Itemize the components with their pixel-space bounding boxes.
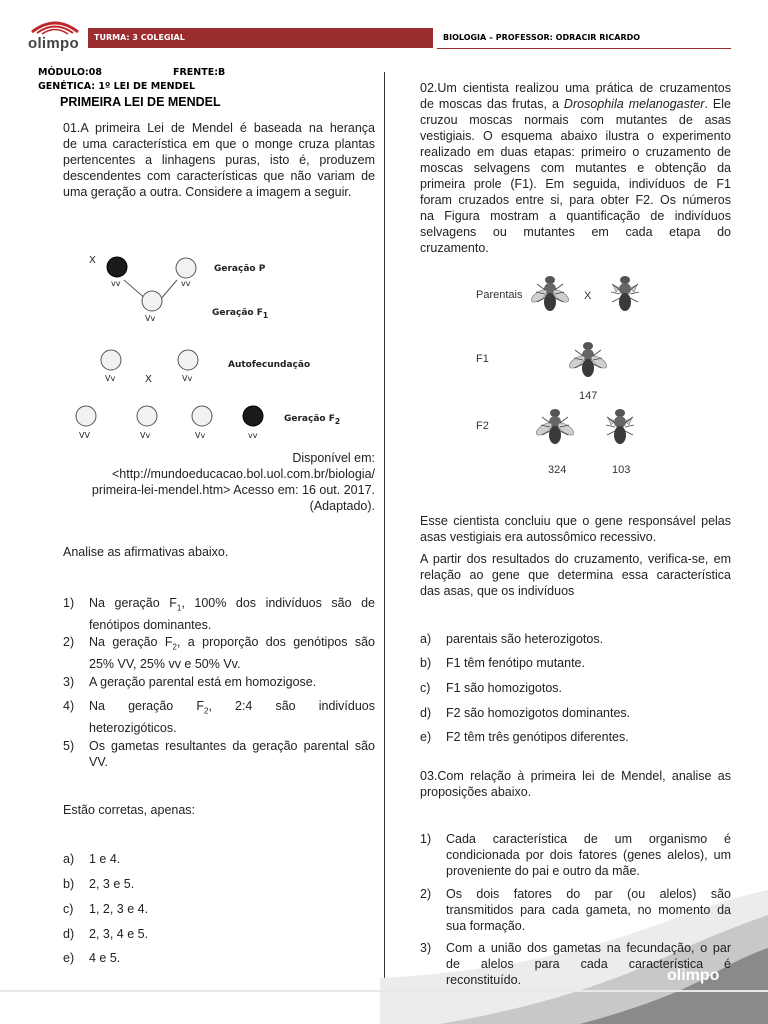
q1-option-d xyxy=(63,926,263,944)
f2-circle-2 xyxy=(137,406,157,426)
q2-line xyxy=(420,96,731,112)
species-name: Drosophila melanogaster xyxy=(563,97,705,111)
q2-option-e xyxy=(420,729,720,747)
statement-sub: 1 xyxy=(176,603,182,613)
q2-question-line: relação ao gene que determina essa característica xyxy=(420,568,731,582)
q2-option-d xyxy=(420,705,720,723)
statement-text: , a proporção dos genótipos são xyxy=(176,635,375,649)
label-parentais: Parentais xyxy=(476,289,523,301)
q2-line: cruzamento. xyxy=(420,241,489,255)
statement-number: 5) xyxy=(63,739,75,753)
q1-option-c xyxy=(63,901,263,919)
statement-text: Na geração F xyxy=(89,699,204,713)
count-f2-vestigial: 103 xyxy=(612,464,631,476)
option-text: 1 e 4. xyxy=(89,852,121,866)
statement-number: 2) xyxy=(63,635,75,649)
label-f2-VV: VV xyxy=(79,431,90,440)
fly-cross-figure xyxy=(470,270,670,480)
statement-sub: 2 xyxy=(203,706,209,716)
selfing-cross-symbol: X xyxy=(145,374,152,385)
q1-line: pertencentes a linhagens puras, isto é, produzem xyxy=(63,153,375,167)
q2-line: selvagens ou mutantes em cada etapa do xyxy=(420,225,731,239)
statement-text: Na geração F xyxy=(89,635,173,649)
source-line: <http://mundoeducacao.bol.uol.com.br/biologia/ xyxy=(111,467,375,481)
statement-line xyxy=(89,634,375,656)
statement-line xyxy=(89,595,375,617)
q1-statement-2 xyxy=(63,634,375,671)
proposition-line: Os dois fatores do par (ou alelos) são xyxy=(446,887,731,901)
q2-line: moscas selvagens com mutantes e obtenção da xyxy=(420,161,731,175)
label-geracao-f1 xyxy=(212,308,268,320)
q1-statement-5 xyxy=(63,738,375,772)
f2-circle-1 xyxy=(76,406,96,426)
count-f1: 147 xyxy=(579,390,598,402)
label-f1-genotype: Vv xyxy=(145,314,156,323)
q2-question xyxy=(420,551,731,599)
statement-number: 3) xyxy=(63,675,75,689)
q2-intro xyxy=(420,80,731,256)
q3-line: proposições abaixo. xyxy=(420,785,532,799)
selfing-circle-right xyxy=(178,350,198,370)
statement-text: , 2:4 são indivíduos xyxy=(208,699,376,713)
parent-cross-symbol: X xyxy=(89,255,96,266)
q2-line: realizado em duas etapas: primeiro o cruzamento de xyxy=(420,145,731,159)
label-f2-Vv-2: Vv xyxy=(195,431,206,440)
option-text: F2 têm três genótipos diferentes. xyxy=(446,730,629,744)
topic-label: GENÉTICA: 1º LEI DE MENDEL xyxy=(38,81,196,92)
option-letter: a) xyxy=(63,852,75,866)
q2-conclusion-line: asas vestigiais era autossômico recessivo. xyxy=(420,530,657,544)
proposition-number: 2) xyxy=(420,887,432,901)
q1-question: Estão corretas, apenas: xyxy=(63,803,196,817)
f2-circle-3 xyxy=(192,406,212,426)
option-letter: b) xyxy=(420,656,432,670)
option-text: parentais são heterozigotos. xyxy=(446,632,604,646)
label-geracao-p: Geração P xyxy=(214,264,266,274)
f1-fly-normal xyxy=(567,342,608,377)
q1-statement-3 xyxy=(63,674,375,692)
q3-line: 03.Com relação à primeira lei de Mendel, analise as xyxy=(420,769,731,783)
footer-line xyxy=(0,990,768,992)
statement-line: Os gametas resultantes da geração parental são xyxy=(89,739,375,753)
source-line: Disponível em: xyxy=(292,451,375,465)
olimpo-logo-mark xyxy=(28,18,82,36)
q2-conclusion-line: Esse cientista concluiu que o gene responsável pelas xyxy=(420,514,731,528)
q1-statement-1 xyxy=(63,595,376,632)
f1-label-sub: 1 xyxy=(262,310,269,320)
label-autofecundacao: Autofecundação xyxy=(228,360,311,370)
option-text: 4 e 5. xyxy=(89,951,121,965)
statement-text: , 100% dos indivíduos são de xyxy=(181,596,376,610)
q1-line: 01.A primeira Lei de Mendel é baseada na herança xyxy=(63,121,375,135)
source-line: primeira-lei-mendel.htm> Acesso em: 16 out. 2017. xyxy=(91,483,375,497)
label-vv-parent: vv xyxy=(111,279,121,288)
label-selfing-left: Vv xyxy=(105,374,116,383)
statement-line xyxy=(89,698,375,720)
count-f2-normal: 324 xyxy=(548,464,567,476)
proposition-number: 3) xyxy=(420,941,432,955)
q2-line: cruzou moscas normais com mutantes de asas xyxy=(420,113,731,127)
option-letter: d) xyxy=(63,927,75,941)
q2-line: foram cruzados entre si, para obter F2. Os números xyxy=(420,193,731,207)
option-letter: e) xyxy=(63,951,75,965)
front-label: FRENTE:B xyxy=(173,67,226,78)
q1-option-b xyxy=(63,876,263,894)
q1-source xyxy=(60,450,375,514)
f2-fly-vestigial xyxy=(606,409,634,444)
label-f2: F2 xyxy=(476,420,489,432)
page-title: PRIMEIRA LEI DE MENDEL xyxy=(60,95,221,109)
q2-question-line: A partir dos resultados do cruzamento, verifica-se, em xyxy=(420,552,731,566)
fly-cross-symbol: X xyxy=(584,290,592,302)
q3-proposition-2 xyxy=(420,886,731,936)
q1-line: descendentes com características que não variam de xyxy=(63,169,375,183)
proposition-line: Com a união dos gametas na fecundação, o par xyxy=(446,941,731,955)
statement-sub: 2 xyxy=(172,642,177,652)
option-letter: d) xyxy=(420,706,432,720)
statement-number: 1) xyxy=(63,596,75,610)
proposition-number: 1) xyxy=(420,832,432,846)
q2-conclusion xyxy=(420,513,731,545)
label-f2-Vv-1: Vv xyxy=(140,431,151,440)
label-vv-parent-2: vv xyxy=(181,279,191,288)
proposition-line: Cada característica de um organismo é xyxy=(446,832,731,846)
statement-line-2: 25% VV, 25% vv e 50% Vv. xyxy=(89,656,241,671)
q2-question-line: das asas, que os indivíduos xyxy=(420,584,575,598)
option-text: 2, 3, 4 e 5. xyxy=(89,927,149,941)
q1-line: de uma característica em que o monge cruza plantas xyxy=(63,137,375,151)
header-class-bar xyxy=(88,28,433,48)
proposition-line: condicionada por dois fatores (genes alelos), um xyxy=(446,848,731,862)
option-text: F1 têm fenótipo mutante. xyxy=(446,656,585,670)
option-text: F2 são homozigotos dominantes. xyxy=(446,706,631,720)
header-subject-bar xyxy=(437,28,731,49)
proposition-line: transmitidos para cada gameta, no momento da xyxy=(446,903,731,917)
f1-label-text: Geração F xyxy=(212,308,263,318)
q2-line: primeira prole (F1). Em seguida, indivíduos de F1 xyxy=(420,177,731,191)
f1-circle xyxy=(142,291,162,311)
parent-dominant-circle xyxy=(107,257,127,277)
statement-line-2: heterozigóticos. xyxy=(89,720,177,735)
q2-line: 02.Um cientista realizou uma prática de cruzamentos xyxy=(420,81,731,95)
label-geracao-f2 xyxy=(284,414,340,426)
q2-option-b xyxy=(420,655,720,673)
proposition-line: de alelos para cada característica é xyxy=(446,957,731,971)
proposition-line: sua formação. xyxy=(446,919,526,933)
proposition-line: proveniente do pai e outro da mãe. xyxy=(446,864,640,878)
statement-text: Na geração F xyxy=(89,596,177,610)
parent-fly-normal xyxy=(529,276,570,311)
statement-line-2: fenótipos dominantes. xyxy=(89,617,212,632)
f2-circle-4 xyxy=(243,406,263,426)
q1-line: uma geração a outra. Considere a imagem a seguir. xyxy=(63,185,352,199)
option-letter: c) xyxy=(63,902,74,916)
module-label: MÓDULO:08 xyxy=(38,67,102,78)
label-f2-vv: vv xyxy=(248,431,258,440)
q1-option-e xyxy=(63,950,263,968)
q2-text: . Ele xyxy=(704,97,731,111)
f2-label-sub: 2 xyxy=(334,416,341,426)
proposition-line: reconstituído. xyxy=(446,973,522,987)
q2-text: de moscas das frutas, a xyxy=(420,97,564,111)
q2-option-c xyxy=(420,680,720,698)
selfing-circle-left xyxy=(101,350,121,370)
q1-statement-4 xyxy=(63,698,376,735)
f2-fly-normal xyxy=(534,409,575,444)
option-text: 2, 3 e 5. xyxy=(89,877,135,891)
option-letter: e) xyxy=(420,730,432,744)
olimpo-logo-text: olimpo xyxy=(28,35,79,52)
statement-line-2: VV. xyxy=(89,755,109,769)
option-letter: c) xyxy=(420,681,431,695)
statement-line: A geração parental está em homozigose. xyxy=(89,675,317,689)
option-text: 1, 2, 3 e 4. xyxy=(89,902,149,916)
f2-label-text: Geração F xyxy=(284,414,335,424)
q2-option-a xyxy=(420,631,720,649)
q3-proposition-1 xyxy=(420,831,731,881)
q2-line: na Figura mostram a quantificação de indivíduos xyxy=(420,209,731,223)
label-f1: F1 xyxy=(476,353,489,365)
source-line: (Adaptado). xyxy=(309,499,375,513)
option-text: F1 são homozigotos. xyxy=(446,681,563,695)
q1-intro xyxy=(63,120,375,200)
parent-recessive-circle xyxy=(176,258,196,278)
option-letter: a) xyxy=(420,632,432,646)
label-selfing-right: Vv xyxy=(182,374,193,383)
class-label: TURMA: 3 COLEGIAL xyxy=(94,33,185,42)
q2-line: vestigiais. O esquema abaixo ilustra o experimento xyxy=(420,129,731,143)
q1-option-a xyxy=(63,851,263,869)
q1-analyze: Analise as afirmativas abaixo. xyxy=(63,545,229,559)
cross-line-right xyxy=(160,280,177,300)
parent-fly-vestigial xyxy=(611,276,639,311)
subject-label: BIOLOGIA – PROFESSOR: ODRACIR RICARDO xyxy=(443,33,641,42)
column-divider xyxy=(384,72,385,992)
footer-logo: olimpo xyxy=(667,967,720,984)
option-letter: b) xyxy=(63,877,75,891)
q3-intro xyxy=(420,768,731,800)
statement-number: 4) xyxy=(63,699,75,713)
